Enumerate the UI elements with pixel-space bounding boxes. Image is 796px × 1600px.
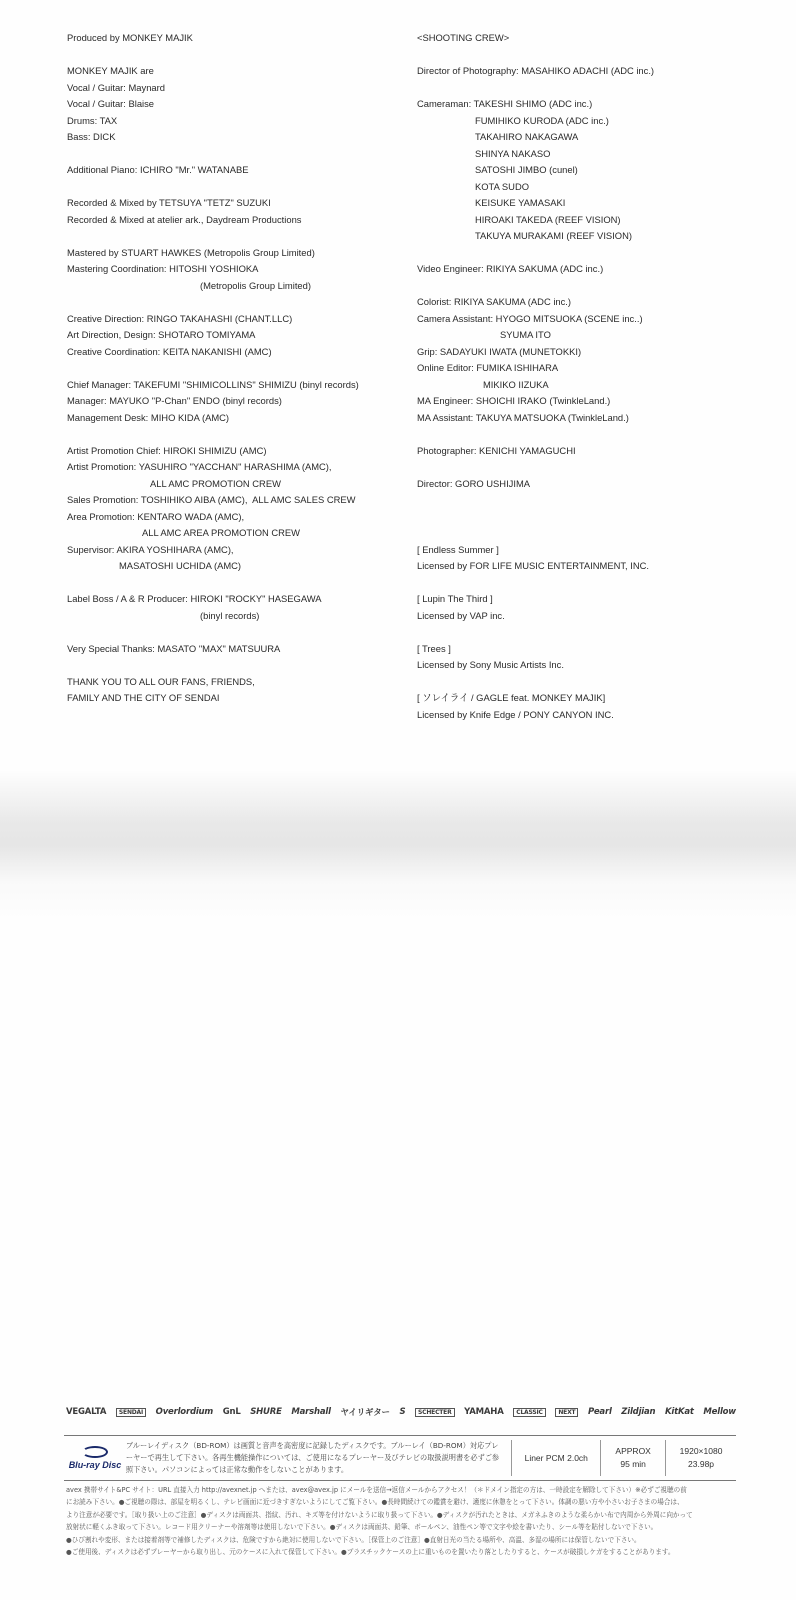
credit-line: Director: GORO USHIJIMA — [417, 477, 531, 489]
running-time-label: APPROX — [615, 1446, 651, 1456]
credit-line: Recorded & Mixed by TETSUYA "TETZ" SUZUKI — [67, 197, 271, 208]
credit-line: ALL AMC AREA PROMOTION CREW — [142, 527, 301, 538]
note-line: より注意が必要です。［取り扱い上のご注意］●ディスクは両面共、指紋、汚れ、キズ等を付けないように取り扱って下さい。●ディスクが汚れたときは、メガネふきのような柔らかい布で内周から外周に向かって — [66, 1510, 693, 1519]
usage-notes — [66, 1484, 736, 1558]
track-title: [ Lupin The Third ] — [417, 593, 493, 604]
credit-line: Cameraman: TAKESHI SHIMO (ADC inc.) — [417, 98, 593, 109]
bluray-logo — [64, 1446, 126, 1470]
spacer — [417, 509, 777, 526]
note-line: avex 携帯サイト&PC サイト：URL 直接入力 http://avexnet.jp へまたは、avex@avex.jp にメールを送信→返信メールからアクセス！（＊ドメイン指定の方は、一時設定を解除して下さい）※必ずご視聴の前 — [66, 1486, 687, 1494]
kitkat-logo: KitKat — [665, 1407, 694, 1417]
credit-line: Camera Assistant: HYOGO MITSUOKA (SCENE inc..) — [417, 312, 643, 324]
spacer — [417, 525, 777, 542]
credit-line: HIROAKI TAKEDA (REEF VISION) — [475, 213, 621, 225]
marshall-logo: Marshall — [291, 1407, 331, 1417]
spacer — [417, 624, 777, 641]
license-line: Licensed by FOR LIFE MUSIC ENTERTAINMENT, INC. — [417, 560, 649, 571]
note-line: ●ひび割れや変形、または接着剤等で補修したディスクは、危険ですから絶対に使用しないで下さい。［保管上のご注意］●直射日光の当たる場所や、高温、多湿の場所には保管しないで下さい。 — [66, 1535, 641, 1544]
credit-line: Photographer: KENICHI YAMAGUCHI — [417, 444, 576, 456]
spacer — [417, 278, 777, 295]
video-format-spec — [665, 1440, 736, 1476]
track-title: [ Endless Summer ] — [417, 543, 499, 555]
spacer — [417, 80, 777, 97]
spacer — [417, 47, 777, 64]
credit-line: THANK YOU TO ALL OUR FANS, FRIENDS, — [67, 675, 255, 687]
gnl-logo: GnL — [222, 1407, 241, 1417]
credit-line: ALL AMC PROMOTION CREW — [150, 477, 281, 489]
credit-line: SATOSHI JIMBO (cunel) — [475, 164, 578, 175]
note-line: ●ご使用後、ディスクは必ずプレーヤーから取り出し、元のケースに入れて保管して下さい。●プラスチックケースの上に重いものを置いたり落としたりすると、ケースが破損しケガをすることがあります。 — [66, 1548, 675, 1557]
credits-left-column — [67, 30, 397, 707]
credit-line: Area Promotion: KENTARO WADA (AMC), — [67, 510, 245, 522]
credit-line: TAKAHIRO NAKAGAWA — [475, 131, 579, 142]
spacer — [417, 426, 777, 443]
spacer — [67, 294, 397, 311]
sponsor-logos-row — [66, 1398, 736, 1426]
credit-line: Chief Manager: TAKEFUMI "SHIMICOLLINS" SHIMIZU (binyl records) — [67, 378, 359, 390]
note-line: 放射状に軽くふき取って下さい。レコード用クリーナーや溶剤等は使用しないで下さい。●ディスクは両面共、鉛筆、ボールペン、油性ペン等で文字や絵を書いたり、シール等を貼付しないで下さい。 — [66, 1523, 658, 1532]
credit-line: Art Direction, Design: SHOTARO TOMIYAMA — [67, 329, 256, 340]
spacer — [67, 657, 397, 674]
credit-line: Mastering Coordination: HITOSHI YOSHIOKA — [67, 263, 259, 274]
credit-line: Additional Piano: ICHIRO "Mr." WATANABE — [67, 164, 249, 175]
spacer — [67, 179, 397, 196]
license-line: Licensed by VAP inc. — [417, 609, 505, 621]
credit-line: Bass: DICK — [67, 131, 116, 142]
spacer — [67, 228, 397, 245]
schecter-logo: SCHECTER — [415, 1408, 454, 1417]
credit-line: MASATOSHI UCHIDA (AMC) — [119, 560, 242, 571]
credit-line: Artist Promotion Chief: HIROKI SHIMIZU (AMC) — [67, 444, 267, 456]
spacer — [67, 426, 397, 443]
track-title: [ Trees ] — [417, 642, 451, 654]
credit-line: KEISUKE YAMASAKI — [475, 197, 566, 208]
spacer — [417, 245, 777, 262]
running-time-value: 95 min — [620, 1459, 646, 1469]
credit-line: Drums: TAX — [67, 114, 118, 126]
running-time-spec — [600, 1440, 665, 1476]
bluray-spec-bar — [64, 1435, 736, 1481]
pearl-logo: Pearl — [588, 1407, 612, 1417]
credit-line: Grip: SADAYUKI IWATA (MUNETOKKI) — [417, 345, 582, 357]
credit-line: Video Engineer: RIKIYA SAKUMA (ADC inc.) — [417, 263, 604, 274]
note-line: にお読み下さい。●ご視聴の際は、部屋を明るくし、テレビ画面に近づきすぎないようにしてご覧下さい。●長時間続けての鑑賞を避け、適度に休憩をとって下さい。体調の悪い方や小さいお子さまの場合は、 — [66, 1498, 684, 1507]
spacer — [67, 47, 397, 64]
credit-line: Creative Coordination: KEITA NAKANISHI (AMC) — [67, 345, 272, 357]
credit-line: Supervisor: AKIRA YOSHIHARA (AMC), — [67, 543, 234, 555]
yairi-guitar-logo: ヤイリギター — [340, 1408, 390, 1418]
credit-line: Recorded & Mixed at atelier ark., Daydream Productions — [67, 213, 302, 225]
credit-line: SHINYA NAKASO — [475, 147, 551, 159]
credit-line: Sales Promotion: TOSHIHIKO AIBA (AMC), ALL AMC SALES CREW — [67, 494, 356, 505]
track-title: [ ソレイライ / GAGLE feat. MONKEY MAJIK] — [417, 692, 606, 703]
framerate: 23.98p — [688, 1459, 715, 1469]
credit-line: Creative Direction: RINGO TAKAHASHI (CHANT.LLC) — [67, 312, 293, 324]
yamaha-logo: YAMAHA — [464, 1407, 504, 1417]
page-fold-shadow — [0, 770, 796, 920]
resolution: 1920×1080 — [679, 1446, 723, 1456]
bluray-description: ブルーレイディスク（BD-ROM）は画質と音声を高密度に記録したディスクです。ブルーレイ（BD-ROM）対応プレーヤーで再生して下さい。各再生機能操作については、ご使用になるプレーヤー及びテレビの取扱説明書を必ずご参照下さい。パソコンによっては正常な動作をしないことがあります。 — [125, 1441, 500, 1474]
license-line: Licensed by Sony Music Artists Inc. — [417, 659, 564, 670]
credit-line: Label Boss / A & R Producer: HIROKI "ROCKY" HASEGAWA — [67, 593, 322, 604]
credit-line: SYUMA ITO — [500, 329, 551, 340]
credit-line: MA Engineer: SHOICHI IRAKO (TwinkleLand.) — [417, 395, 611, 406]
credit-line: MIKIKO IIZUKA — [483, 378, 549, 390]
classic-logo: CLASSIC — [513, 1408, 545, 1417]
credit-line: Very Special Thanks: MASATO "MAX" MATSUURA — [67, 642, 281, 654]
credit-line: (Metropolis Group Limited) — [200, 279, 311, 291]
spacer — [67, 146, 397, 163]
shure-logo: SHURE — [250, 1407, 282, 1417]
spacer — [67, 624, 397, 641]
credit-line: Management Desk: MIHO KIDA (AMC) — [67, 411, 230, 423]
credits-right-column — [417, 30, 777, 723]
vegalta-logo: VEGALTA — [66, 1407, 107, 1417]
spacer — [67, 575, 397, 592]
overlordium-logo: Overlordium — [155, 1407, 214, 1417]
next-logo: NEXT — [555, 1408, 578, 1417]
credit-line: Director of Photography: MASAHIKO ADACHI (ADC inc.) — [417, 65, 655, 76]
credit-line: MA Assistant: TAKUYA MATSUOKA (TwinkleLand.) — [417, 411, 629, 423]
spacer — [417, 459, 777, 476]
spacer — [417, 575, 777, 592]
audio-format: Liner PCM 2.0ch — [524, 1452, 588, 1463]
section-heading: <SHOOTING CREW> — [417, 32, 510, 43]
credit-line: Produced by MONKEY MAJIK — [67, 32, 193, 43]
s-logo: S — [399, 1407, 406, 1417]
credit-line: Vocal / Guitar: Maynard — [67, 81, 165, 93]
credit-line: Manager: MAYUKO "P-Chan" ENDO (binyl records) — [67, 395, 282, 406]
credit-line: KOTA SUDO — [475, 180, 530, 192]
credit-line: Colorist: RIKIYA SAKUMA (ADC inc.) — [417, 296, 572, 307]
credit-line: FAMILY AND THE CITY OF SENDAI — [67, 692, 220, 703]
credit-line: Vocal / Guitar: Blaise — [67, 98, 155, 109]
spacer — [417, 492, 777, 509]
spacer — [417, 674, 777, 691]
credit-line: Artist Promotion: YASUHIRO "YACCHAN" HARASHIMA (AMC), — [67, 461, 332, 472]
bluray-disc-icon — [82, 1446, 108, 1458]
credit-line: MONKEY MAJIK are — [67, 65, 154, 76]
credit-line: TAKUYA MURAKAMI (REEF VISION) — [475, 230, 632, 241]
license-line: Licensed by Knife Edge / PONY CANYON INC. — [417, 708, 614, 720]
credit-line: Online Editor: FUMIKA ISHIHARA — [417, 362, 559, 373]
audio-format-spec — [511, 1440, 600, 1476]
bluray-logo-text: Blu-ray Disc — [68, 1460, 122, 1470]
mellow-logo: Mellow — [703, 1407, 736, 1417]
credit-line: Mastered by STUART HAWKES (Metropolis Group Limited) — [67, 246, 315, 258]
zildjian-logo: Zildjian — [621, 1407, 656, 1417]
credit-line: (binyl records) — [200, 609, 260, 621]
credit-line: FUMIHIKO KURODA (ADC inc.) — [475, 114, 609, 126]
spacer — [67, 360, 397, 377]
sendai-logo: SENDAI — [116, 1408, 146, 1417]
